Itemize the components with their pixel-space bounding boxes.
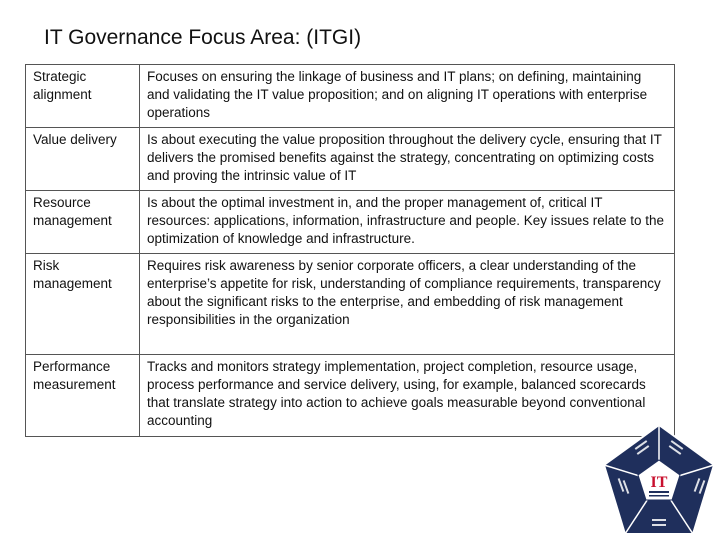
pentagon-logo-graphic [600,422,718,540]
focus-area-description [140,355,675,437]
focus-area-term [26,191,140,254]
page-title: IT Governance Focus Area: (ITGI) [44,26,362,49]
table-row [26,355,675,437]
term-label: Performance measurement [33,359,116,392]
term-label: Value delivery [33,132,117,147]
focus-area-term [26,254,140,355]
table-row [26,254,675,355]
focus-area-term [26,128,140,191]
focus-area-table [25,64,675,437]
description-text: Is about executing the value proposition throughout the delivery cycle, ensuring that IT delivers the promised benefits against the strategy, concentrating on optimizing costs and proving the intrinsic value of IT [147,132,662,183]
table-row [26,128,675,191]
focus-area-description [140,191,675,254]
table-row [26,65,675,128]
focus-area-description [140,128,675,191]
term-label: Strategic alignment [33,69,92,102]
description-text: Focuses on ensuring the linkage of business and IT plans; on defining, maintaining and validating the IT value proposition; and on aligning IT operations with enterprise operations [147,69,648,120]
focus-area-description [140,65,675,128]
table-row [26,191,675,254]
description-text: Is about the optimal investment in, and the proper management of, critical IT resources: applications, information, infrastructure and people. Key issues relate to the optimization of knowledge and infrastructure. [147,195,665,246]
focus-area-term [26,65,140,128]
focus-area-description [140,254,675,355]
term-label: Resource management [33,195,112,228]
term-label: Risk management [33,258,112,291]
logo-center-text: IT [650,474,668,491]
description-text: Requires risk awareness by senior corporate officers, a clear understanding of the enterprise’s appetite for risk, understanding of compliance requirements, transparency about the significant risks to the enterprise, and embedding of risk management responsibilities in the organization [147,258,661,327]
focus-area-term [26,355,140,437]
description-text: Tracks and monitors strategy implementation, project completion, resource usage, process performance and service delivery, using, for example, balanced scorecards that translate strategy into action to achieve goals measurable beyond conventional accounting [147,359,646,428]
it-governance-pentagon-logo [600,422,718,540]
